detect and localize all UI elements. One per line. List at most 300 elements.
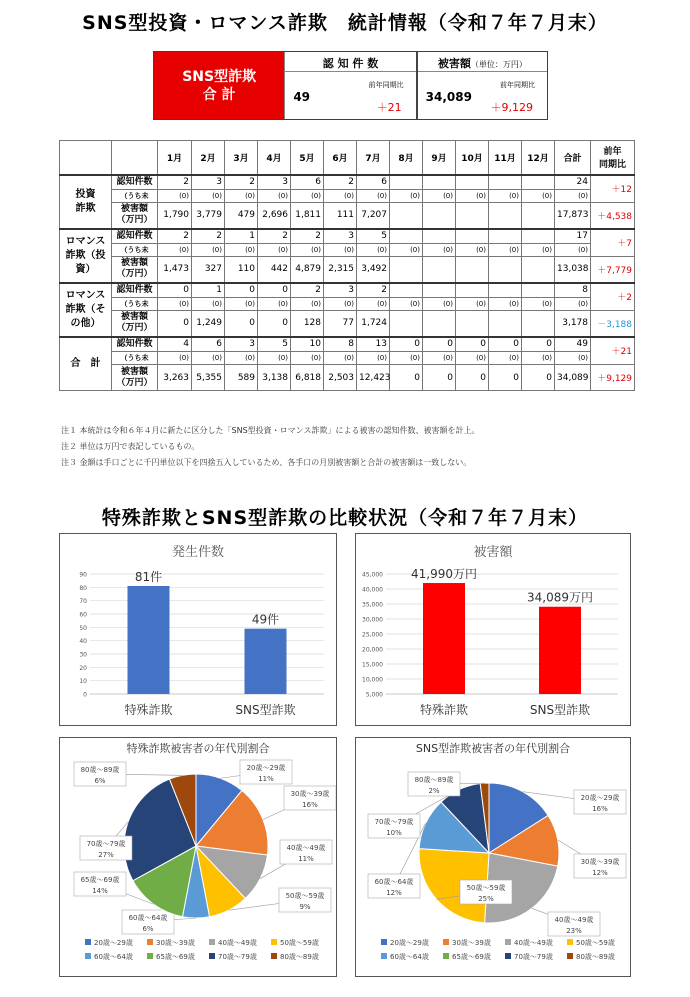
summary-count-header: 認 知 件 数 (322, 57, 379, 70)
count-cell (522, 175, 555, 190)
count-cell: 0 (456, 337, 489, 352)
section-name: 合 計 (60, 337, 112, 391)
amount-cell (390, 257, 423, 283)
summary-count-yoy-label: 前年同期比 (368, 81, 404, 89)
note-3: 注３ 金額は手口ごとに千円単位以下を四捨五入しているため、各手口の月別被害額と合計の被害額は一致しない。 (61, 458, 472, 467)
amount-cell (390, 203, 423, 229)
column-header: 3月 (225, 141, 258, 175)
table-row (60, 190, 635, 203)
count-cell: 10 (291, 337, 324, 352)
count-cell: 3 (324, 283, 357, 298)
summary-damage-header: 被害額（単位：万円） (437, 57, 527, 70)
count-cell (456, 229, 489, 244)
count-cell: 2 (357, 283, 390, 298)
sns-pie-box (355, 737, 631, 977)
amount-cell (423, 257, 456, 283)
within-cell: (0) (489, 244, 522, 257)
amount-cell (522, 203, 555, 229)
within-cell: (0) (158, 298, 192, 311)
bar (128, 586, 170, 694)
amount-cell: 3,263 (158, 365, 192, 391)
summary-damage-cell (416, 52, 547, 119)
note-1: 注１ 本統計は令和６年４月に新たに区分した「SNS型投資・ロマンス詐欺」による被害の認知件数、被害額を計上。 (61, 426, 480, 435)
count-cell (522, 283, 555, 298)
slice-label: 20歳～29歳 (246, 764, 286, 772)
slice-value: 6% (142, 925, 154, 933)
count-cell: 0 (390, 337, 423, 352)
y-tick-label: 25,000 (362, 631, 383, 639)
within-cell: (0) (489, 298, 522, 311)
data-label: 34,089万円 (527, 590, 593, 605)
slice-label: 50歳～59歳 (285, 892, 325, 900)
row-label-amount: 被害額 （万円） (112, 203, 158, 229)
within-cell: (0) (324, 298, 357, 311)
slice-value: 14% (92, 887, 108, 895)
within-cell: (0) (423, 352, 456, 365)
header-blank (60, 141, 112, 175)
amount-cell: 1,724 (357, 311, 390, 337)
y-tick-label: 30,000 (362, 616, 383, 624)
slice-value: 27% (98, 851, 114, 859)
row-label-count: 認知件数 (112, 229, 158, 244)
count-cell: 3 (324, 229, 357, 244)
slice-value: 25% (478, 895, 494, 903)
amount-cell: 34,089 (555, 365, 591, 391)
legend-swatch (147, 953, 153, 959)
count-cell: 2 (291, 283, 324, 298)
count-cell: 0 (225, 283, 258, 298)
amount-cell: 128 (291, 311, 324, 337)
within-cell: (0) (324, 352, 357, 365)
category-label: 特殊詐欺 (124, 703, 173, 717)
within-cell: (0) (456, 190, 489, 203)
row-label-within: （うち未 (112, 244, 158, 257)
category-label: SNS型詐欺 (235, 703, 296, 717)
amount-cell: 2,315 (324, 257, 357, 283)
within-cell: (0) (192, 244, 225, 257)
count-diff-cell: ＋2 (591, 283, 635, 311)
tokushu-pie-chart (60, 738, 336, 976)
column-header: 12月 (522, 141, 555, 175)
table-row (60, 283, 635, 298)
row-label-amount: 被害額 （万円） (112, 311, 158, 337)
column-header: 2月 (192, 141, 225, 175)
amount-cell: 3,492 (357, 257, 390, 283)
legend-label: 65歳～69歳 (156, 953, 195, 961)
within-cell: (0) (158, 244, 192, 257)
count-cell: 8 (324, 337, 357, 352)
amount-cell: 0 (423, 365, 456, 391)
count-cell: 0 (258, 283, 291, 298)
column-header: 1月 (158, 141, 192, 175)
tokushu-pie-box (59, 737, 337, 977)
count-cell (390, 283, 423, 298)
sns-pie-chart (356, 738, 630, 976)
count-cell (456, 283, 489, 298)
legend-label: 40歳～49歳 (218, 939, 257, 947)
y-tick-label: 5,000 (365, 691, 383, 699)
statistics-table (59, 140, 635, 391)
y-tick-label: 90 (79, 571, 87, 579)
count-cell: 2 (158, 229, 192, 244)
row-label-amount: 被害額 （万円） (112, 257, 158, 283)
within-cell: (0) (324, 244, 357, 257)
y-tick-label: 0 (83, 691, 87, 699)
y-tick-label: 35,000 (362, 601, 383, 609)
count-cell: 24 (555, 175, 591, 190)
amount-cell: 1,473 (158, 257, 192, 283)
within-cell: (0) (555, 190, 591, 203)
y-tick-label: 50 (79, 624, 87, 632)
summary-label-line2: 合 計 (202, 86, 236, 103)
summary-damage-yoy-label: 前年同期比 (500, 81, 535, 89)
within-cell: (0) (390, 190, 423, 203)
y-tick-label: 45,000 (362, 571, 383, 579)
within-cell: (0) (456, 352, 489, 365)
within-cell: (0) (522, 244, 555, 257)
count-cell: 5 (357, 229, 390, 244)
column-header: 5月 (291, 141, 324, 175)
amount-diff-cell: ＋4,538 (591, 203, 635, 229)
slice-label: 70歳～79歳 (86, 840, 126, 848)
legend-label: 60歳～64歳 (94, 953, 133, 961)
amount-cell: 111 (324, 203, 357, 229)
amount-cell: 3,138 (258, 365, 291, 391)
legend-swatch (85, 953, 91, 959)
chart-title: SNS型詐欺被害者の年代別割合 (415, 742, 571, 755)
bar (539, 607, 581, 694)
within-cell: (0) (423, 298, 456, 311)
table-row (60, 311, 635, 337)
within-cell: (0) (258, 244, 291, 257)
legend-label: 40歳～49歳 (514, 939, 553, 947)
data-label: 81件 (134, 570, 163, 584)
count-cell (489, 175, 522, 190)
amount-cell (423, 311, 456, 337)
count-cell: 2 (291, 229, 324, 244)
within-cell: (0) (225, 190, 258, 203)
amount-cell: 0 (258, 311, 291, 337)
amount-cell (522, 311, 555, 337)
count-cell: 1 (192, 283, 225, 298)
column-header: 10月 (456, 141, 489, 175)
legend-swatch (85, 939, 91, 945)
slice-label: 30歳～39歳 (580, 858, 620, 866)
legend-swatch (505, 953, 511, 959)
slice-value: 6% (94, 777, 106, 785)
count-cell: 2 (158, 175, 192, 190)
count-cell: 0 (489, 337, 522, 352)
count-cell: 6 (357, 175, 390, 190)
count-diff-cell: ＋7 (591, 229, 635, 257)
within-cell: (0) (522, 190, 555, 203)
within-cell: (0) (357, 244, 390, 257)
row-label-count: 認知件数 (112, 337, 158, 352)
summary-label-line1: SNS型詐欺 (182, 68, 257, 85)
count-cell: 2 (258, 229, 291, 244)
count-cell: 6 (291, 175, 324, 190)
within-cell: (0) (258, 352, 291, 365)
within-cell: (0) (357, 352, 390, 365)
count-cell (390, 229, 423, 244)
within-cell: (0) (456, 244, 489, 257)
count-diff-cell: ＋12 (591, 175, 635, 203)
column-header: 6月 (324, 141, 357, 175)
damage-chart-box (355, 533, 631, 726)
data-label: 49件 (251, 612, 280, 627)
amount-diff-cell: ＋7,779 (591, 257, 635, 283)
within-cell: (0) (291, 190, 324, 203)
table-row (60, 257, 635, 283)
amount-diff-cell: ＋9,129 (591, 365, 635, 391)
count-cell: 3 (192, 175, 225, 190)
within-cell: (0) (258, 190, 291, 203)
summary-count-cell (284, 52, 415, 119)
legend-label: 20歳～29歳 (390, 939, 429, 947)
amount-cell: 0 (158, 311, 192, 337)
within-cell: (0) (158, 190, 192, 203)
slice-value: 11% (298, 855, 314, 863)
amount-cell: 3,779 (192, 203, 225, 229)
within-cell: (0) (555, 352, 591, 365)
slice-label: 60歳～64歳 (374, 878, 414, 886)
within-cell: (0) (225, 298, 258, 311)
within-cell: (0) (192, 298, 225, 311)
within-cell: (0) (423, 190, 456, 203)
summary-damage-unit: （単位：万円） (470, 60, 527, 69)
legend-label: 50歳～59歳 (280, 939, 319, 947)
y-tick-label: 10 (79, 678, 87, 686)
slice-label: 40歳～49歳 (286, 844, 326, 852)
count-cell: 2 (324, 175, 357, 190)
table-row (60, 229, 635, 244)
y-tick-label: 70 (79, 598, 87, 606)
slice-label: 80歳～89歳 (414, 776, 454, 784)
amount-cell: 0 (489, 365, 522, 391)
damage-bar-chart (356, 534, 630, 725)
legend-label: 20歳～29歳 (94, 939, 133, 947)
within-cell: (0) (522, 352, 555, 365)
row-label-count: 認知件数 (112, 283, 158, 298)
legend-swatch (505, 939, 511, 945)
amount-cell (456, 311, 489, 337)
slice-value: 12% (386, 889, 402, 897)
table-row (60, 298, 635, 311)
legend-swatch (443, 939, 449, 945)
amount-cell: 0 (456, 365, 489, 391)
within-cell: (0) (456, 298, 489, 311)
legend-swatch (381, 953, 387, 959)
legend-label: 50歳～59歳 (576, 939, 615, 947)
amount-cell: 2,503 (324, 365, 357, 391)
amount-cell: 110 (225, 257, 258, 283)
legend-swatch (147, 939, 153, 945)
count-cell: 1 (225, 229, 258, 244)
slice-value: 16% (592, 805, 608, 813)
amount-cell: 479 (225, 203, 258, 229)
within-cell: (0) (357, 190, 390, 203)
slice-label: 60歳～64歳 (128, 914, 168, 922)
legend-swatch (443, 953, 449, 959)
within-cell: (0) (390, 244, 423, 257)
within-cell: (0) (390, 298, 423, 311)
row-label-within: （うち未 (112, 352, 158, 365)
amount-cell: 327 (192, 257, 225, 283)
count-cell (390, 175, 423, 190)
amount-cell (522, 257, 555, 283)
amount-cell: 0 (390, 365, 423, 391)
column-header: 11月 (489, 141, 522, 175)
count-cell (423, 175, 456, 190)
chart-title: 特殊詐欺被害者の年代別割合 (126, 742, 270, 755)
count-cell (489, 283, 522, 298)
within-cell: (0) (192, 352, 225, 365)
within-cell: (0) (555, 244, 591, 257)
column-header: 7月 (357, 141, 390, 175)
count-cell: 2 (192, 229, 225, 244)
data-label: 41,990万円 (411, 567, 477, 582)
count-cell (489, 229, 522, 244)
count-cell: 3 (258, 175, 291, 190)
row-label-amount: 被害額 （万円） (112, 365, 158, 391)
summary-label (154, 52, 284, 119)
amount-cell: 77 (324, 311, 357, 337)
slice-label: 65歳～69歳 (80, 876, 120, 884)
legend-swatch (209, 939, 215, 945)
amount-cell: 5,355 (192, 365, 225, 391)
count-cell: 0 (423, 337, 456, 352)
amount-cell (489, 203, 522, 229)
slice-value: 12% (592, 869, 608, 877)
amount-cell: 1,249 (192, 311, 225, 337)
slice-label: 80歳～89歳 (80, 766, 120, 774)
slice-label: 20歳～29歳 (580, 794, 620, 802)
y-tick-label: 60 (79, 611, 87, 619)
summary-damage-value: 34,089 (425, 90, 472, 104)
count-cell: 8 (555, 283, 591, 298)
within-cell: (0) (423, 244, 456, 257)
amount-cell: 0 (522, 365, 555, 391)
within-cell: (0) (158, 352, 192, 365)
column-header: 8月 (390, 141, 423, 175)
slice-label: 50歳～59歳 (466, 884, 506, 892)
amount-cell: 3,178 (555, 311, 591, 337)
summary-count-diff: ＋21 (376, 101, 402, 114)
amount-cell: 2,696 (258, 203, 291, 229)
count-cell: 4 (158, 337, 192, 352)
within-cell: (0) (489, 190, 522, 203)
summary-box (153, 51, 548, 120)
within-cell: (0) (555, 298, 591, 311)
y-tick-label: 20,000 (362, 646, 383, 654)
amount-cell: 7,207 (357, 203, 390, 229)
y-tick-label: 30 (79, 651, 87, 659)
count-cell: 6 (192, 337, 225, 352)
table-row (60, 365, 635, 391)
y-tick-label: 40,000 (362, 586, 383, 594)
amount-cell (390, 311, 423, 337)
count-cell (423, 229, 456, 244)
within-cell: (0) (357, 298, 390, 311)
slice-value: 16% (302, 801, 318, 809)
table-row (60, 203, 635, 229)
y-tick-label: 80 (79, 584, 87, 592)
within-cell: (0) (390, 352, 423, 365)
within-cell: (0) (291, 298, 324, 311)
legend-swatch (567, 953, 573, 959)
summary-count-value: 49 (293, 90, 311, 104)
count-cell: 5 (258, 337, 291, 352)
count-diff-cell: ＋21 (591, 337, 635, 365)
amount-cell (489, 311, 522, 337)
slice-label: 30歳～39歳 (290, 790, 330, 798)
table-row (60, 352, 635, 365)
legend-swatch (271, 939, 277, 945)
legend-label: 60歳～64歳 (390, 953, 429, 961)
table-row (60, 337, 635, 352)
column-header-yoy: 前年 同期比 (591, 141, 635, 175)
within-cell: (0) (192, 190, 225, 203)
count-cell (522, 229, 555, 244)
column-header: 合計 (555, 141, 591, 175)
row-label-within: （うち未 (112, 190, 158, 203)
slice-value: 10% (386, 829, 402, 837)
category-label: SNS型詐欺 (529, 703, 591, 717)
amount-diff-cell: －3,188 (591, 311, 635, 337)
notes (61, 423, 479, 471)
amount-cell: 4,879 (291, 257, 324, 283)
legend-swatch (209, 953, 215, 959)
chart-title: 発生件数 (171, 545, 225, 560)
legend-label: 70歳～79歳 (218, 953, 257, 961)
column-header: 9月 (423, 141, 456, 175)
legend-swatch (381, 939, 387, 945)
within-cell: (0) (258, 298, 291, 311)
legend-label: 80歳～89歳 (280, 953, 319, 961)
count-chart-box (59, 533, 337, 726)
section-name: ロマンス 詐欺（投資） (60, 229, 112, 283)
within-cell: (0) (489, 352, 522, 365)
amount-cell: 13,038 (555, 257, 591, 283)
amount-cell: 12,423 (357, 365, 390, 391)
legend-label: 30歳～39歳 (452, 939, 491, 947)
slice-label: 70歳～79歳 (374, 818, 414, 826)
count-cell: 13 (357, 337, 390, 352)
comparison-title: 特殊詐欺とSNS型詐欺の比較状況（令和７年７月末） (101, 507, 589, 529)
within-cell: (0) (225, 352, 258, 365)
slice-value: 2% (428, 787, 440, 795)
legend-swatch (567, 939, 573, 945)
legend-label: 70歳～79歳 (514, 953, 553, 961)
y-tick-label: 10,000 (362, 676, 383, 684)
note-2: 注２ 単位は万円で表記しているもの。 (61, 442, 200, 451)
chart-title: 被害額 (473, 545, 513, 560)
amount-cell: 1,811 (291, 203, 324, 229)
slice-value: 9% (299, 903, 311, 911)
section-name: 投資 詐欺 (60, 175, 112, 229)
slice-value: 11% (258, 775, 274, 783)
header-blank (112, 141, 158, 175)
amount-cell (456, 203, 489, 229)
amount-cell: 6,818 (291, 365, 324, 391)
within-cell: (0) (225, 244, 258, 257)
table-row (60, 244, 635, 257)
within-cell: (0) (291, 352, 324, 365)
page-title: SNS型投資・ロマンス詐欺 統計情報（令和７年７月末） (82, 12, 608, 34)
y-tick-label: 15,000 (362, 661, 383, 669)
amount-cell (489, 257, 522, 283)
count-cell (423, 283, 456, 298)
